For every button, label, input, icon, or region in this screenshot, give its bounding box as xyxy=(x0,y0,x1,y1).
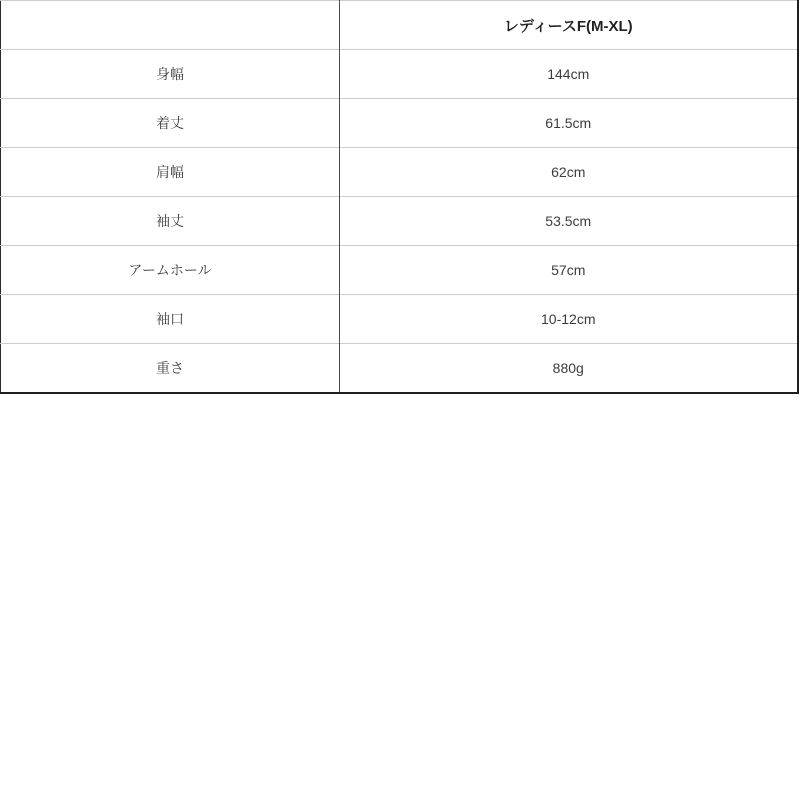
row-label-sleeve-length: 袖丈 xyxy=(1,197,340,246)
table-row xyxy=(1,99,798,148)
row-label-armhole: アームホール xyxy=(1,246,340,295)
row-label-cuff: 袖口 xyxy=(1,295,340,344)
row-value-length: 61.5cm xyxy=(340,99,798,148)
size-chart-header-row xyxy=(1,1,798,50)
table-row xyxy=(1,50,798,99)
header-cell-size-name: レディースF(M-XL) xyxy=(340,1,798,50)
row-label-length: 着丈 xyxy=(1,99,340,148)
header-cell-empty xyxy=(1,1,340,50)
table-row xyxy=(1,246,798,295)
row-label-shoulder-width: 肩幅 xyxy=(1,148,340,197)
empty-area xyxy=(0,394,800,800)
row-value-armhole: 57cm xyxy=(340,246,798,295)
row-value-body-width: 144cm xyxy=(340,50,798,99)
row-label-weight: 重さ xyxy=(1,344,340,394)
table-row xyxy=(1,197,798,246)
table-row xyxy=(1,344,798,394)
row-value-shoulder-width: 62cm xyxy=(340,148,798,197)
row-label-body-width: 身幅 xyxy=(1,50,340,99)
row-value-weight: 880g xyxy=(340,344,798,394)
row-value-cuff: 10-12cm xyxy=(340,295,798,344)
size-chart-table xyxy=(0,0,799,394)
table-row xyxy=(1,295,798,344)
table-row xyxy=(1,148,798,197)
row-value-sleeve-length: 53.5cm xyxy=(340,197,798,246)
